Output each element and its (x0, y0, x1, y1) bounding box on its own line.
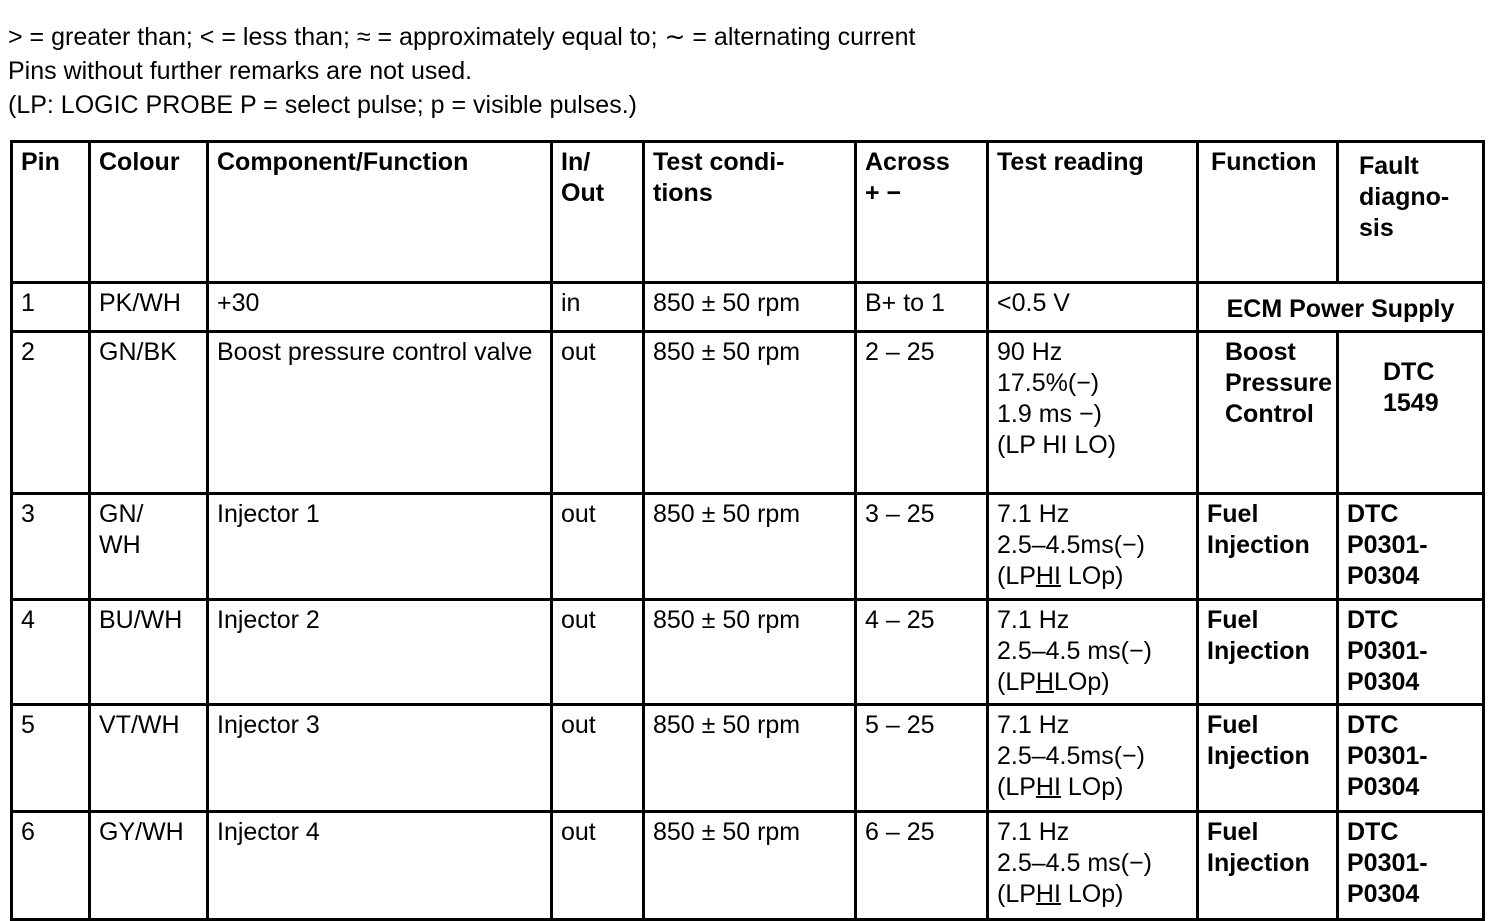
header-across: Across + − (856, 142, 988, 283)
legend-symbols: > = greater than; < = less than; ≈ = approximately equal to; ∼ = alternating current (8, 23, 916, 51)
cell-test-reading: <0.5 V (988, 283, 1198, 332)
cell-component: Injector 3 (208, 705, 552, 812)
cell-pin: 2 (12, 332, 90, 494)
cell-fault-diagnosis: DTC P0301- P0304 (1338, 705, 1484, 812)
header-pin: Pin (12, 142, 90, 283)
cell-colour: GN/BK (90, 332, 208, 494)
cell-in-out: in (552, 283, 644, 332)
cell-across: 2 – 25 (856, 332, 988, 494)
cell-across: 3 – 25 (856, 494, 988, 600)
cell-colour: PK/WH (90, 283, 208, 332)
cell-pin: 4 (12, 600, 90, 705)
cell-test-reading: 90 Hz 17.5%(−) 1.9 ms −) (LP HI LO) (988, 332, 1198, 494)
cell-test-conditions: 850 ± 50 rpm (644, 283, 856, 332)
cell-function: Fuel Injection (1198, 494, 1338, 600)
header-colour: Colour (90, 142, 208, 283)
cell-in-out: out (552, 600, 644, 705)
cell-in-out: out (552, 494, 644, 600)
cell-colour: GY/WH (90, 812, 208, 920)
table-row (12, 705, 1484, 812)
header-test-reading: Test reading (988, 142, 1198, 283)
cell-fault-diagnosis: DTC 1549 (1338, 332, 1484, 494)
cell-colour: BU/WH (90, 600, 208, 705)
cell-test-reading: 7.1 Hz 2.5–4.5ms(−) (LPHI LOp) (988, 705, 1198, 812)
table-row (12, 494, 1484, 600)
cell-in-out: out (552, 332, 644, 494)
cell-test-reading: 7.1 Hz 2.5–4.5ms(−) (LPHI LOp) (988, 494, 1198, 600)
cell-test-reading: 7.1 Hz 2.5–4.5 ms(−) (LPHLOp) (988, 600, 1198, 705)
cell-function: Fuel Injection (1198, 812, 1338, 920)
table-row (12, 812, 1484, 920)
cell-pin: 5 (12, 705, 90, 812)
cell-function: Fuel Injection (1198, 600, 1338, 705)
cell-pin: 3 (12, 494, 90, 600)
cell-function: Boost Pressure Control (1198, 332, 1338, 494)
table-row (12, 283, 1484, 332)
cell-fault-diagnosis: DTC P0301- P0304 (1338, 812, 1484, 920)
cell-function: Fuel Injection (1198, 705, 1338, 812)
header-component: Component/Function (208, 142, 552, 283)
cell-test-reading: 7.1 Hz 2.5–4.5 ms(−) (LPHI LOp) (988, 812, 1198, 920)
legend-unused-pins: Pins without further remarks are not used. (8, 57, 473, 85)
cell-component: Injector 1 (208, 494, 552, 600)
legend-logic-probe: (LP: LOGIC PROBE P = select pulse; p = visible pulses.) (8, 91, 637, 119)
cell-function-merged: ECM Power Supply (1198, 283, 1484, 332)
header-function: Function (1198, 142, 1338, 283)
cell-across: 5 – 25 (856, 705, 988, 812)
cell-across: 4 – 25 (856, 600, 988, 705)
header-row (12, 142, 1484, 283)
table-row (12, 600, 1484, 705)
legend (8, 20, 915, 122)
cell-component: Boost pressure control valve (208, 332, 552, 494)
cell-component: Injector 2 (208, 600, 552, 705)
pin-test-table (10, 140, 1485, 921)
cell-fault-diagnosis: DTC P0301- P0304 (1338, 600, 1484, 705)
cell-fault-diagnosis: DTC P0301- P0304 (1338, 494, 1484, 600)
cell-test-conditions: 850 ± 50 rpm (644, 812, 856, 920)
cell-test-conditions: 850 ± 50 rpm (644, 600, 856, 705)
table-row (12, 332, 1484, 494)
cell-in-out: out (552, 705, 644, 812)
cell-across: 6 – 25 (856, 812, 988, 920)
cell-component: +30 (208, 283, 552, 332)
header-test-conditions: Test condi- tions (644, 142, 856, 283)
cell-test-conditions: 850 ± 50 rpm (644, 332, 856, 494)
cell-pin: 1 (12, 283, 90, 332)
cell-in-out: out (552, 812, 644, 920)
cell-pin: 6 (12, 812, 90, 920)
header-fault-diagnosis: Fault diagno- sis (1338, 142, 1484, 283)
cell-test-conditions: 850 ± 50 rpm (644, 705, 856, 812)
header-in-out: In/ Out (552, 142, 644, 283)
cell-across: B+ to 1 (856, 283, 988, 332)
cell-colour: GN/ WH (90, 494, 208, 600)
cell-test-conditions: 850 ± 50 rpm (644, 494, 856, 600)
cell-colour: VT/WH (90, 705, 208, 812)
cell-component: Injector 4 (208, 812, 552, 920)
